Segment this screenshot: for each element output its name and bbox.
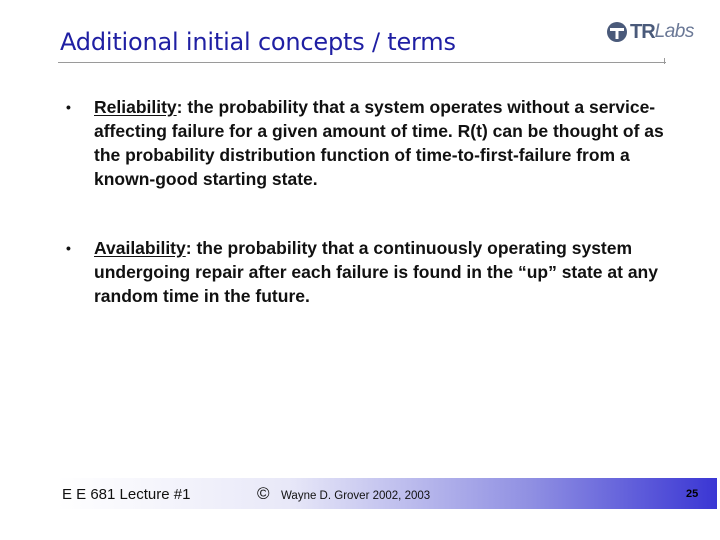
bullet-marker: • xyxy=(66,240,71,256)
page-number: 25 xyxy=(686,488,699,500)
title-divider xyxy=(58,62,666,63)
title-divider-end xyxy=(664,58,665,64)
bullet-availability xyxy=(66,236,666,308)
slide-title: Additional initial concepts / terms xyxy=(60,28,456,56)
bullet-marker: • xyxy=(66,99,71,115)
term-reliability: Reliability xyxy=(94,97,177,117)
definition-reliability: : the probability that a system operates without a service-affecting failure for a given amount of time. R(t) can be thought of as the probability distribution function of time-to-first-failure from a known-good starting state. xyxy=(94,97,664,189)
term-availability: Availability xyxy=(94,238,186,258)
footer-author: Wayne D. Grover 2002, 2003 xyxy=(281,490,431,502)
copyright-icon: © xyxy=(257,484,270,503)
bullet-text xyxy=(94,236,666,308)
definition-availability: : the probability that a continuously operating system undergoing repair after each failure is found in the “up” state at any random time in the future. xyxy=(94,238,658,306)
logo-tr-text: TR xyxy=(630,20,655,43)
footer-lecture-label: E E 681 Lecture #1 xyxy=(62,486,191,503)
logo-labs-text: Labs xyxy=(654,21,694,42)
bullet-reliability xyxy=(66,95,666,191)
bullet-text xyxy=(94,95,666,191)
trlabs-logo-icon xyxy=(606,21,628,43)
trlabs-logo xyxy=(606,18,694,46)
